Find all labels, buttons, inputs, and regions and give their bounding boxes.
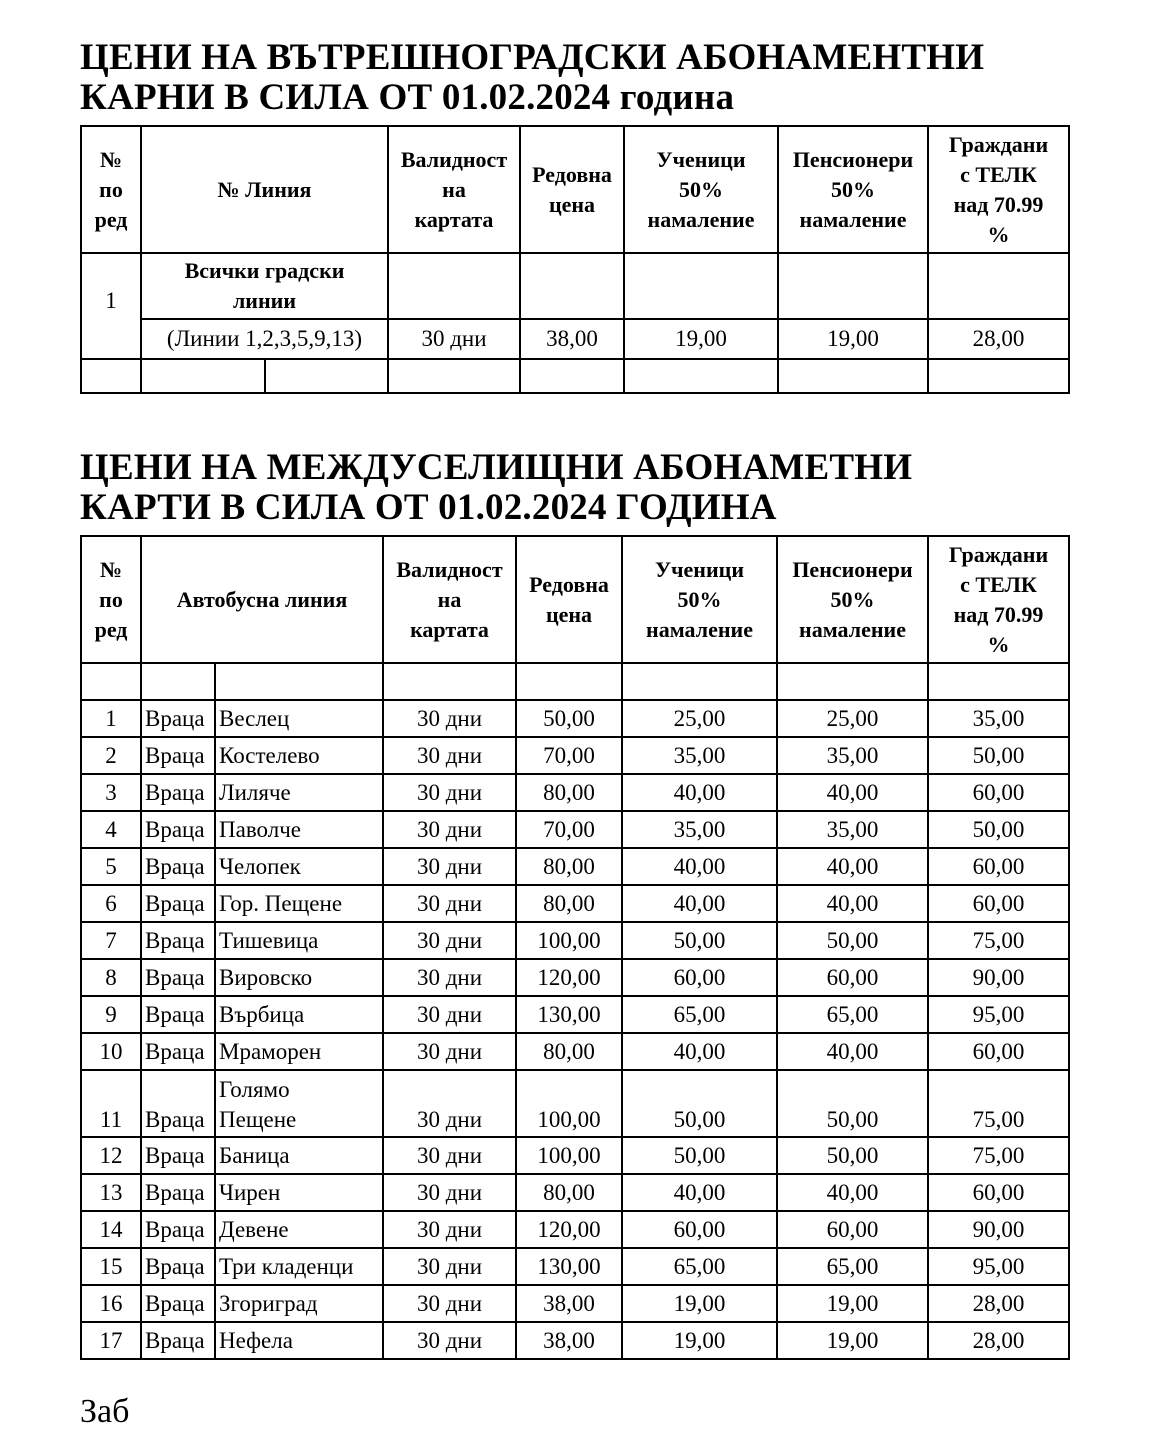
row-to: Баница [215, 1137, 383, 1174]
row-validity: 30 дни [383, 1174, 516, 1211]
row-regular: 130,00 [516, 1248, 622, 1285]
row-from: Враца [141, 811, 215, 848]
header-regular: Редовна цена [520, 126, 624, 253]
row-students: 65,00 [622, 1248, 777, 1285]
row-regular: 38,00 [520, 319, 624, 359]
row-to: Девене [215, 1211, 383, 1248]
row-from: Враца [141, 1211, 215, 1248]
row-from: Враца [141, 1137, 215, 1174]
header-no: № по ред [81, 536, 141, 663]
table-row [81, 253, 1069, 319]
row-no: 15 [81, 1248, 141, 1285]
row-disabled: 90,00 [928, 1211, 1069, 1248]
cut-off-note: Заб [80, 1393, 130, 1430]
row-lines: (Линии 1,2,3,5,9,13) [141, 319, 388, 359]
row-validity: 30 дни [383, 996, 516, 1033]
row-students: 35,00 [622, 737, 777, 774]
intercity-prices-heading [80, 448, 912, 528]
row-validity: 30 дни [383, 1285, 516, 1322]
row-to: Върбица [215, 996, 383, 1033]
row-pensioners: 65,00 [777, 1248, 928, 1285]
table-row [81, 959, 1069, 996]
row-pensioners: 65,00 [777, 996, 928, 1033]
row-no: 8 [81, 959, 141, 996]
row-validity: 30 дни [383, 811, 516, 848]
row-pensioners: 50,00 [777, 1070, 928, 1137]
header-students: Ученици 50% намаление [622, 536, 777, 663]
row-no: 17 [81, 1322, 141, 1359]
empty-cell [624, 253, 778, 319]
row-no: 12 [81, 1137, 141, 1174]
row-validity: 30 дни [383, 922, 516, 959]
row-disabled: 60,00 [928, 774, 1069, 811]
row-students: 25,00 [622, 700, 777, 737]
intercity-prices-table [80, 535, 1070, 1360]
row-validity: 30 дни [383, 1033, 516, 1070]
table-row [81, 922, 1069, 959]
row-no: 6 [81, 885, 141, 922]
row-disabled: 28,00 [928, 1322, 1069, 1359]
row-from: Враца [141, 1033, 215, 1070]
table-row [81, 319, 1069, 359]
empty-cell [520, 253, 624, 319]
row-validity: 30 дни [383, 774, 516, 811]
row-regular: 100,00 [516, 922, 622, 959]
header-line: № Линия [141, 126, 388, 253]
row-validity: 30 дни [383, 737, 516, 774]
row-to: Голямо Пещене [215, 1070, 383, 1137]
row-validity: 30 дни [383, 1322, 516, 1359]
row-from: Враца [141, 1322, 215, 1359]
row-from: Враца [141, 922, 215, 959]
table-row [81, 1070, 1069, 1137]
row-pensioners: 19,00 [777, 1322, 928, 1359]
row-students: 50,00 [622, 1137, 777, 1174]
header-pensioners: Пенсионери 50% намаление [777, 536, 928, 663]
row-validity: 30 дни [383, 1211, 516, 1248]
row-regular: 80,00 [516, 848, 622, 885]
header-no: № по ред [81, 126, 141, 253]
row-to: Костелево [215, 737, 383, 774]
row-regular: 100,00 [516, 1070, 622, 1137]
row-regular: 100,00 [516, 1137, 622, 1174]
row-regular: 80,00 [516, 1033, 622, 1070]
row-regular: 120,00 [516, 1211, 622, 1248]
city-prices-heading [80, 38, 984, 118]
row-students: 60,00 [622, 959, 777, 996]
row-students: 40,00 [622, 1174, 777, 1211]
row-disabled: 75,00 [928, 1070, 1069, 1137]
row-from: Враца [141, 848, 215, 885]
row-to: Чирен [215, 1174, 383, 1211]
row-validity: 30 дни [383, 848, 516, 885]
row-disabled: 95,00 [928, 996, 1069, 1033]
header-bus-line: Автобусна линия [141, 536, 383, 663]
header-disabled: Граждани с ТЕЛК над 70.99 % [928, 126, 1069, 253]
row-no: 1 [81, 253, 141, 359]
row-from: Враца [141, 1285, 215, 1322]
row-no: 10 [81, 1033, 141, 1070]
header-validity: Валидност на картата [383, 536, 516, 663]
row-pensioners: 40,00 [777, 1033, 928, 1070]
row-no: 2 [81, 737, 141, 774]
row-to: Гор. Пещене [215, 885, 383, 922]
row-from: Враца [141, 1248, 215, 1285]
row-from: Враца [141, 737, 215, 774]
row-pensioners: 60,00 [777, 1211, 928, 1248]
row-disabled: 50,00 [928, 811, 1069, 848]
row-from: Враца [141, 996, 215, 1033]
row-to: Челопек [215, 848, 383, 885]
header-regular: Редовна цена [516, 536, 622, 663]
row-regular: 80,00 [516, 1174, 622, 1211]
city-heading-line1: ЦЕНИ НА ВЪТРЕШНОГРАДСКИ АБОНАМЕНТНИ [80, 37, 985, 78]
row-to: Паволче [215, 811, 383, 848]
row-regular: 80,00 [516, 885, 622, 922]
table-row [81, 1322, 1069, 1359]
row-students: 40,00 [622, 848, 777, 885]
row-no: 5 [81, 848, 141, 885]
row-students: 40,00 [622, 885, 777, 922]
row-pensioners: 40,00 [777, 848, 928, 885]
row-name: Всички градски линии [141, 253, 388, 319]
row-students: 40,00 [622, 774, 777, 811]
row-regular: 70,00 [516, 811, 622, 848]
row-validity: 30 дни [388, 319, 520, 359]
row-disabled: 60,00 [928, 1174, 1069, 1211]
row-pensioners: 19,00 [778, 319, 928, 359]
row-no: 16 [81, 1285, 141, 1322]
table-row [81, 885, 1069, 922]
empty-cell [388, 253, 520, 319]
table-row [81, 811, 1069, 848]
table-row [81, 700, 1069, 737]
row-regular: 130,00 [516, 996, 622, 1033]
intercity-rows [81, 700, 1069, 1359]
table-row-empty [81, 359, 1069, 393]
intercity-heading-line2: КАРТИ В СИЛА ОТ 01.02.2024 ГОДИНА [80, 487, 777, 528]
row-disabled: 35,00 [928, 700, 1069, 737]
row-no: 11 [81, 1070, 141, 1137]
table-header-row [81, 126, 1069, 253]
row-students: 50,00 [622, 1070, 777, 1137]
row-disabled: 28,00 [928, 1285, 1069, 1322]
row-validity: 30 дни [383, 700, 516, 737]
row-pensioners: 60,00 [777, 959, 928, 996]
row-disabled: 90,00 [928, 959, 1069, 996]
header-students: Ученици 50% намаление [624, 126, 778, 253]
row-no: 3 [81, 774, 141, 811]
row-disabled: 60,00 [928, 848, 1069, 885]
row-students: 19,00 [622, 1285, 777, 1322]
row-pensioners: 50,00 [777, 922, 928, 959]
row-validity: 30 дни [383, 1070, 516, 1137]
row-pensioners: 35,00 [777, 811, 928, 848]
city-prices-table [80, 125, 1070, 394]
row-regular: 80,00 [516, 774, 622, 811]
row-no: 13 [81, 1174, 141, 1211]
row-students: 50,00 [622, 922, 777, 959]
row-pensioners: 40,00 [777, 774, 928, 811]
row-to: Згориград [215, 1285, 383, 1322]
row-regular: 120,00 [516, 959, 622, 996]
row-no: 7 [81, 922, 141, 959]
row-to: Мраморен [215, 1033, 383, 1070]
row-pensioners: 35,00 [777, 737, 928, 774]
header-validity: Валидност на картата [388, 126, 520, 253]
table-row [81, 1137, 1069, 1174]
table-header-row [81, 536, 1069, 663]
empty-cell [928, 253, 1069, 319]
row-from: Враца [141, 1070, 215, 1137]
table-row [81, 1174, 1069, 1211]
row-pensioners: 50,00 [777, 1137, 928, 1174]
row-students: 40,00 [622, 1033, 777, 1070]
row-validity: 30 дни [383, 885, 516, 922]
row-regular: 70,00 [516, 737, 622, 774]
row-to: Лиляче [215, 774, 383, 811]
row-validity: 30 дни [383, 959, 516, 996]
table-row [81, 737, 1069, 774]
row-pensioners: 40,00 [777, 1174, 928, 1211]
row-disabled: 95,00 [928, 1248, 1069, 1285]
row-from: Враца [141, 700, 215, 737]
row-no: 1 [81, 700, 141, 737]
row-from: Враца [141, 959, 215, 996]
row-regular: 38,00 [516, 1285, 622, 1322]
row-students: 19,00 [622, 1322, 777, 1359]
intercity-heading-line1: ЦЕНИ НА МЕЖДУСЕЛИЩНИ АБОНАМЕТНИ [80, 447, 913, 488]
header-disabled: Граждани с ТЕЛК над 70.99 % [928, 536, 1069, 663]
row-students: 65,00 [622, 996, 777, 1033]
row-to: Тишевица [215, 922, 383, 959]
table-row [81, 774, 1069, 811]
table-row [81, 848, 1069, 885]
row-validity: 30 дни [383, 1137, 516, 1174]
row-pensioners: 40,00 [777, 885, 928, 922]
table-row [81, 1285, 1069, 1322]
row-from: Враца [141, 774, 215, 811]
row-disabled: 28,00 [928, 319, 1069, 359]
row-students: 19,00 [624, 319, 778, 359]
table-row [81, 1211, 1069, 1248]
row-pensioners: 19,00 [777, 1285, 928, 1322]
table-row [81, 1248, 1069, 1285]
row-validity: 30 дни [383, 1248, 516, 1285]
row-disabled: 50,00 [928, 737, 1069, 774]
row-disabled: 60,00 [928, 885, 1069, 922]
header-pensioners: Пенсионери 50% намаление [778, 126, 928, 253]
row-disabled: 75,00 [928, 1137, 1069, 1174]
row-students: 35,00 [622, 811, 777, 848]
empty-cell [778, 253, 928, 319]
row-to: Веслец [215, 700, 383, 737]
row-students: 60,00 [622, 1211, 777, 1248]
row-to: Вировско [215, 959, 383, 996]
table-row [81, 996, 1069, 1033]
row-no: 9 [81, 996, 141, 1033]
row-from: Враца [141, 885, 215, 922]
city-heading-line2: КАРНИ В СИЛА ОТ 01.02.2024 година [80, 77, 735, 118]
row-no: 14 [81, 1211, 141, 1248]
row-to: Три кладенци [215, 1248, 383, 1285]
table-row [81, 1033, 1069, 1070]
row-to: Нефела [215, 1322, 383, 1359]
row-disabled: 60,00 [928, 1033, 1069, 1070]
row-disabled: 75,00 [928, 922, 1069, 959]
row-regular: 50,00 [516, 700, 622, 737]
row-from: Враца [141, 1174, 215, 1211]
table-row-empty [81, 663, 1069, 700]
row-regular: 38,00 [516, 1322, 622, 1359]
row-pensioners: 25,00 [777, 700, 928, 737]
row-no: 4 [81, 811, 141, 848]
